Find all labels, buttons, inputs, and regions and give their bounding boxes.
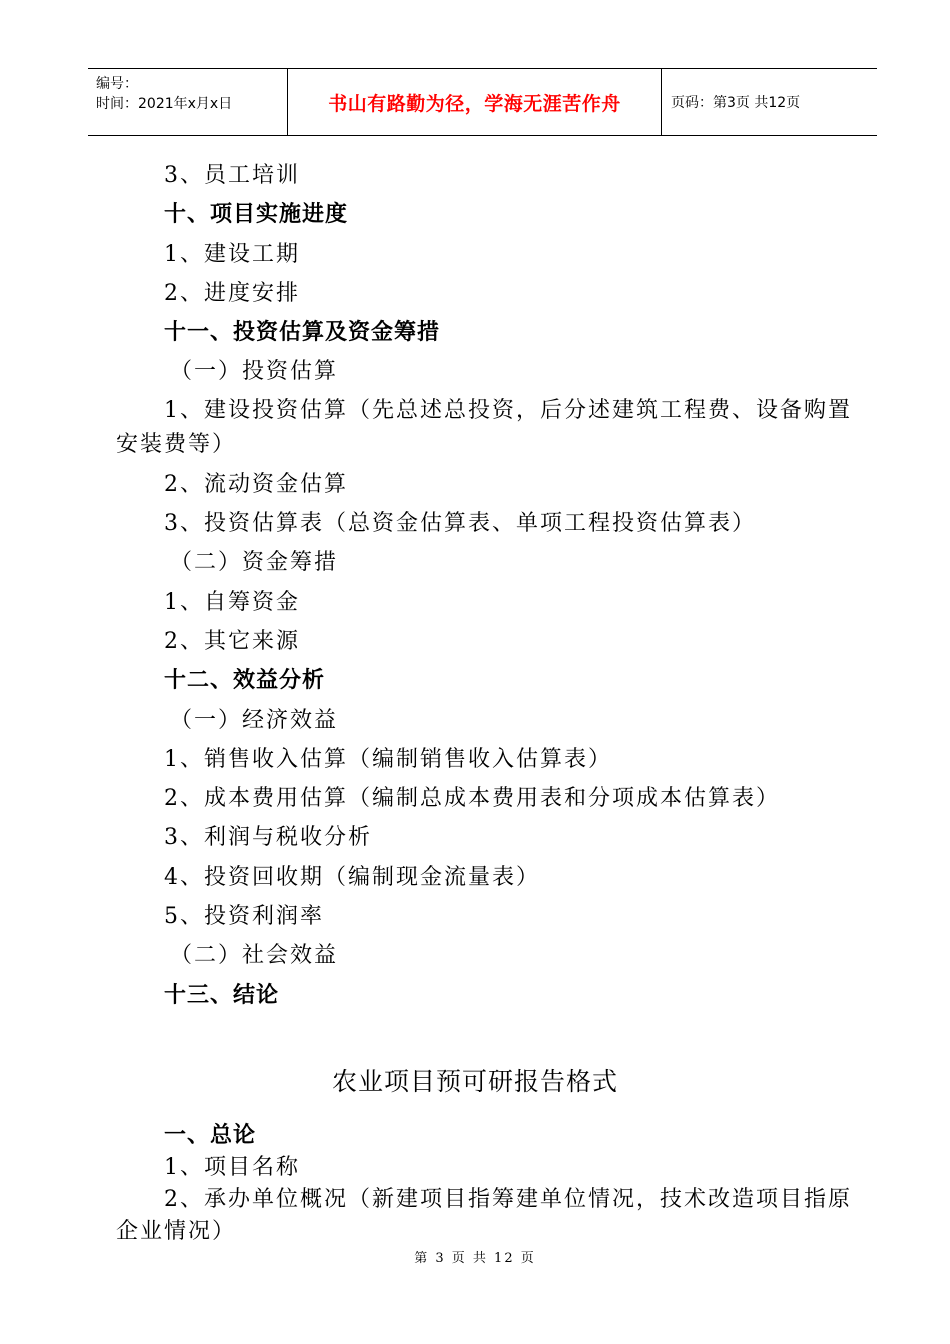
outline-item: 1、自筹资金: [164, 589, 300, 615]
document-body-section2: [116, 1120, 856, 1248]
page-footer: 第 3 页 共 12 页: [414, 1251, 536, 1266]
outline-item: 2、流动资金估算: [164, 471, 348, 497]
header-page-info: 页码：第3页 共12页: [671, 95, 801, 111]
section-heading: 一、总论: [164, 1123, 257, 1148]
subsection-heading: （二）社会效益: [170, 943, 339, 969]
section-heading: 十三、结论: [164, 982, 280, 1008]
outline-list-b: [116, 465, 856, 1015]
outline-item: 2、成本费用估算（编制总成本费用表和分项成本估算表）: [164, 786, 780, 812]
outline-item-wrapped: 1、建设投资估算（先总述总投资，后分述建筑工程费、设备购置安装费等）: [116, 397, 852, 457]
subsection-heading: （一）经济效益: [170, 707, 339, 733]
outline-item: 1、建设工期: [164, 241, 300, 267]
outline-item: 3、利润与税收分析: [164, 825, 372, 851]
document-title: 农业项目预可研报告格式: [331, 1067, 618, 1096]
outline-item: 5、投资利润率: [164, 904, 324, 930]
time-label: 时间：2021年x月x日: [96, 96, 233, 112]
outline-list-a: [116, 156, 856, 392]
header-meta: [88, 69, 288, 135]
subsection-heading: （一）投资估算: [170, 359, 339, 385]
document-body: [116, 156, 856, 1015]
outline-item: 3、投资估算表（总资金估算表、单项工程投资估算表）: [164, 511, 756, 537]
page-header: [88, 68, 877, 136]
outline-item: 2、其它来源: [164, 628, 300, 654]
number-label: 编号：: [96, 76, 138, 92]
subsection-heading: （二）资金筹措: [170, 550, 339, 576]
section-heading: 十一、投资估算及资金筹措: [164, 320, 441, 346]
section-heading: 十二、效益分析: [164, 668, 326, 694]
outline-item: 4、投资回收期（编制现金流量表）: [164, 864, 540, 890]
outline-item-wrapped: 2、承办单位概况（新建项目指筹建单位情况，技术改造项目指原企业情况）: [116, 1187, 852, 1244]
section-heading: 十、项目实施进度: [164, 202, 349, 228]
outline-item: 2、进度安排: [164, 280, 300, 306]
outline-item: 1、销售收入估算（编制销售收入估算表）: [164, 746, 612, 772]
header-motto: 书山有路勤为径，学海无涯苦作舟: [288, 69, 662, 135]
outline-item: 3、员工培训: [164, 163, 300, 188]
outline-item: 1、项目名称: [164, 1155, 300, 1180]
